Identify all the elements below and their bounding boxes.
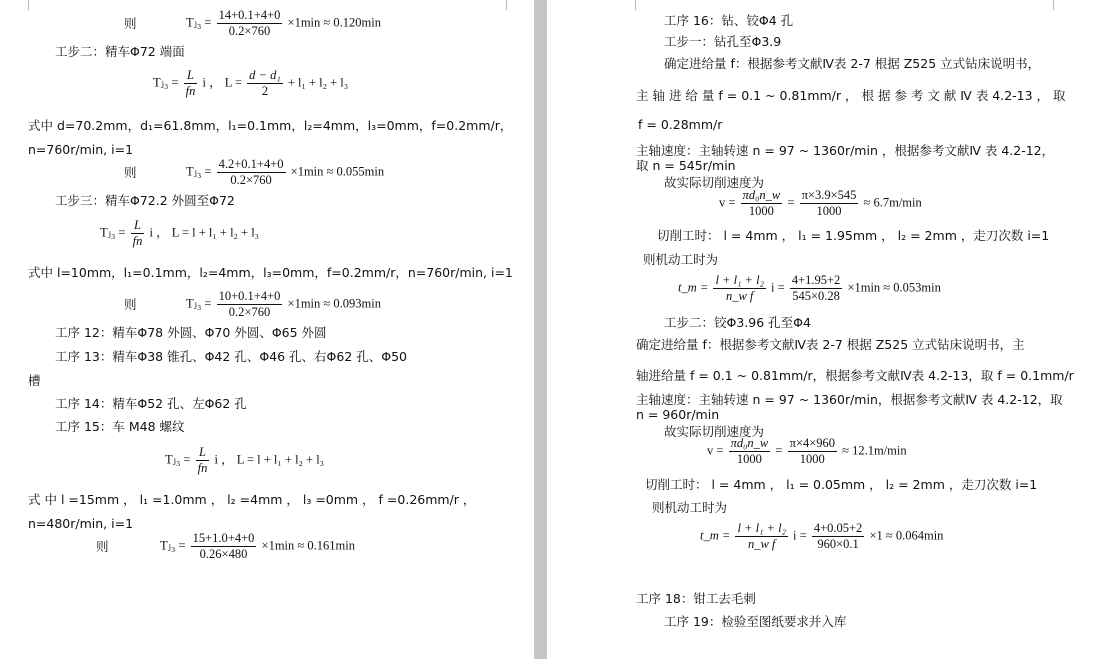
params-step2-line2: n=760r/min, i=1 (28, 142, 134, 157)
document-page-right (547, 0, 1095, 659)
motor-time1-title: 则机动工时为 (643, 252, 719, 267)
formula-process15: Tⱼ₃ = $\frac{L}{fn}$ i ， L = l + l₁ + l₂ + l₃ (165, 445, 325, 475)
formula-cut-speed2: v = $\frac{\text{πd₀n\_w}}{1000}$ = $\frac{\pi\times 4\times 960}{1000}$ ≈ 12.1m/min (707, 436, 907, 466)
cut-speed2-title: 故实际切削速度为 (664, 424, 765, 439)
page-corner-mark (1053, 0, 1066, 10)
cut-time2: 切削工时： l = 4mm ， l₁ = 0.05mm ， l₂ = 2mm ，走刀次数 i=1 (645, 477, 1038, 492)
formula-time-step3: Tⱼ₃ = $\frac{10+0.1+4+0}{0.2\times 760}$ ×1min ≈ 0.093min (186, 289, 381, 319)
page-corner-mark (506, 0, 519, 10)
step3-title: 工步三：精车Φ72.2 外圆至Φ72 (55, 193, 235, 208)
step1-title: 工步一：钻孔至Φ3.9 (664, 34, 782, 49)
feed1-line1: 确定进给量 f：根据参考文献Ⅳ表 2-7 根据 Z525 立式钻床说明书， (664, 56, 1041, 71)
process-14: 工序 14：精车Φ52 孔、左Φ62 孔 (55, 396, 247, 411)
document-page-left (0, 0, 534, 659)
process-16: 工序 16：钻、铰Φ4 孔 (664, 13, 794, 28)
label-ze: 则 (124, 297, 137, 312)
formula-cut-speed1: v = $\frac{\text{πd₀n\_w}}{1000}$ = $\frac{\pi\times 3.9\times 545}{1000}$ ≈ 6.7m/min (719, 188, 922, 218)
label-ze: 则 (96, 539, 109, 554)
speed2-line2: n = 960r/min (636, 407, 720, 422)
formula-time-step2: Tⱼ₃ = $\frac{4.2+0.1+4+0}{0.2\times 760}$ ×1min ≈ 0.055min (186, 157, 385, 187)
formula-time-process15: Tⱼ₃ = $\frac{15+1.0+4+0}{0.26\times 480}$ ×1min ≈ 0.161min (160, 531, 355, 561)
page-corner-mark (623, 0, 636, 10)
params-step2-line1: 式中 d=70.2mm，d₁=61.8mm，l₁=0.1mm，l₂=4mm，l₃=0mm，f=0.2mm/r， (28, 118, 513, 133)
label-ze: 则 (124, 165, 137, 180)
speed1-line1: 主轴速度：主轴转速 n = 97 ~ 1360r/min ，根据参考文献Ⅳ 表 4.2-12， (636, 143, 1055, 158)
step2-title-right: 工步二：铰Φ3.96 孔至Φ4 (664, 315, 811, 330)
process-19: 工序 19：检验至图纸要求并入库 (664, 614, 847, 629)
process-13-line2: 槽 (28, 373, 41, 388)
formula-motor-time1: t_m = $\frac{\text{l + l₁ + l₂}}{\text{n\_w f}}$ i = $\frac{4+1.95+2}{545\times 0.28}$ ×1min ≈ 0.053min (678, 273, 941, 303)
formula-motor-time2: t_m = $\frac{\text{l + l₁ + l₂}}{\text{n\_w f}}$ i = $\frac{4+0.05+2}{960\times 0.1}$ ×1 ≈ 0.064min (700, 521, 944, 551)
cut-speed1-title: 故实际切削速度为 (664, 175, 765, 190)
label-ze: 则 (124, 16, 137, 31)
speed2-line1: 主轴速度：主轴转速 n = 97 ~ 1360r/min，根据参考文献Ⅳ 表 4.2-12，取 (636, 392, 1063, 407)
params-process15-line2: n=480r/min, i=1 (28, 516, 134, 531)
page-gutter (534, 0, 547, 659)
step2-title: 工步二：精车Φ72 端面 (55, 44, 185, 59)
feed1-line2: 主 轴 进 给 量 f = 0.1 ~ 0.81mm/r ， 根 据 参 考 文 献 Ⅳ 表 4.2-13 ， 取 (636, 88, 1066, 103)
params-step3: 式中 l=10mm，l₁=0.1mm，l₂=4mm，l₃=0mm，f=0.2mm/r，n=760r/min, i=1 (28, 265, 513, 280)
speed1-line2: 取 n = 545r/min (636, 158, 736, 173)
page-corner-mark (16, 0, 29, 10)
motor-time2-title: 则机动工时为 (652, 500, 728, 515)
formula-step3: Tⱼ₃ = $\frac{L}{fn}$ i ， L = l + l₁ + l₂ + l₃ (100, 218, 260, 248)
feed2-line2: 轴进给量 f = 0.1 ~ 0.81mm/r，根据参考文献Ⅳ表 4.2-13，取 f = 0.1mm/r (636, 368, 1074, 383)
process-15: 工序 15：车 M48 螺纹 (55, 419, 185, 434)
cut-time1: 切削工时： l = 4mm ， l₁ = 1.95mm ， l₂ = 2mm ，走刀次数 i=1 (657, 228, 1050, 243)
formula-step2: Tⱼ₃ = $\frac{L}{fn}$ i ， L = $\frac{\text{d − d₁}}{2}$ + l₁ + l₂ + l₃ (153, 68, 349, 98)
params-process15-line1: 式 中 l =15mm ， l₁ =1.0mm ， l₂ =4mm ， l₃ =0mm ， f =0.26mm/r ， (28, 492, 476, 507)
feed2-line1: 确定进给量 f：根据参考文献Ⅳ表 2-7 根据 Z525 立式钻床说明书，主 (636, 337, 1025, 352)
process-18: 工序 18：钳工去毛刺 (636, 591, 756, 606)
process-13-line1: 工序 13：精车Φ38 锥孔、Φ42 孔、Φ46 孔、右Φ62 孔、Φ50 (55, 349, 407, 364)
process-12: 工序 12：精车Φ78 外圆、Φ70 外圆、Φ65 外圆 (55, 325, 327, 340)
formula-time-step1: Tⱼ₃ = $\frac{14+0.1+4+0}{0.2\times 760}$ ×1min ≈ 0.120min (186, 8, 381, 38)
feed1-line3: f = 0.28mm/r (638, 117, 723, 132)
